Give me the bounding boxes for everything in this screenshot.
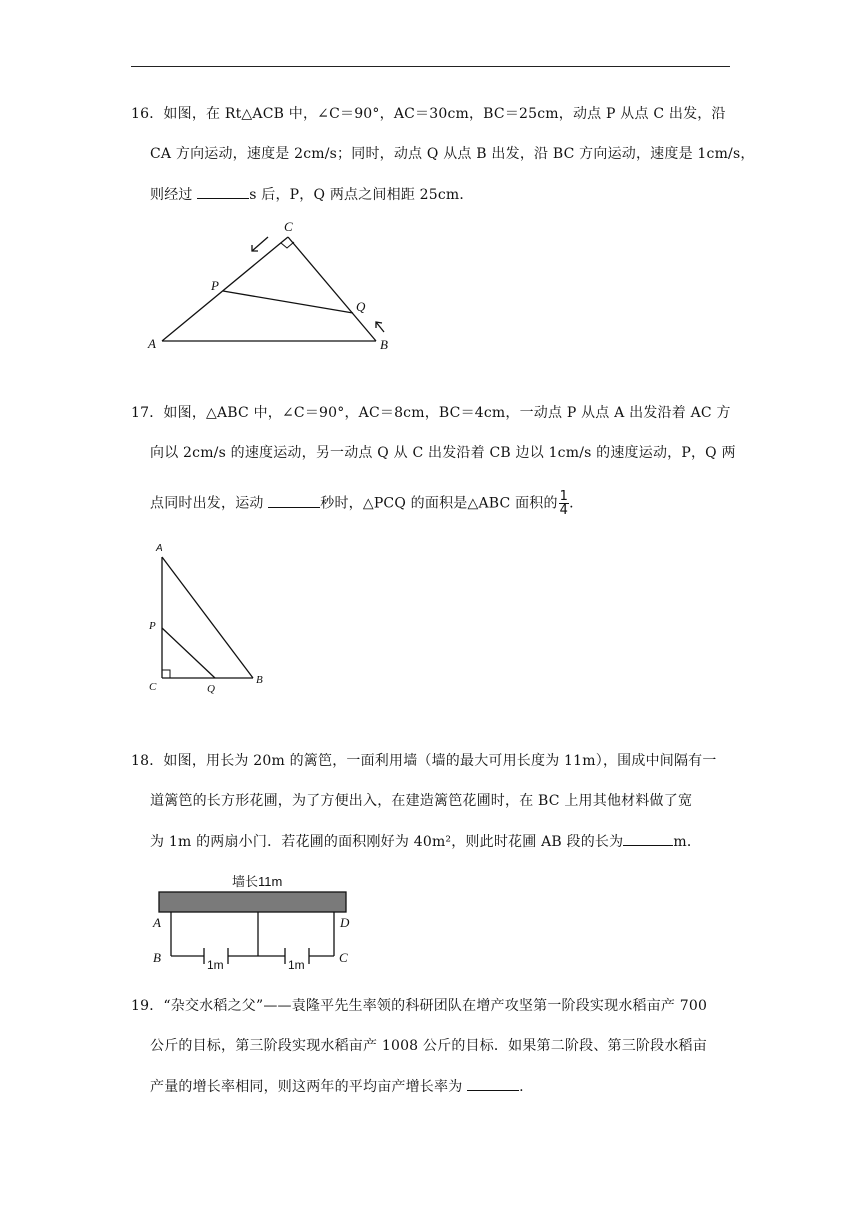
q18-label-c: C [339,950,348,965]
q17-fraction [559,490,569,517]
q18-wall-label: 墙长11m [232,874,283,889]
q18-label-d: D [340,915,350,930]
q18-line-3-pre: 为 1m 的两扇小门．若花圃的面积刚好为 40m²，则此时花圃 AB 段的长为 [150,834,624,850]
q19-line-3-post: . [519,1079,524,1095]
q16-label-c: C [284,219,293,234]
q16-label-a: A [148,336,156,351]
q17-label-q: Q [207,683,215,695]
q18-gate-1-label: 1m [207,958,224,972]
q16-label-b: B [380,337,388,352]
q16-line-3 [150,184,474,205]
q17-label-b: B [256,674,263,686]
q18-gate-2-label: 1m [288,958,305,972]
q17-label-c: C [149,681,157,693]
q17-line-3-pre: 点同时出发，运动 [150,495,269,512]
q18-line-3 [150,831,701,852]
q18-label-a: A [153,915,161,930]
q16-triangle-figure [140,215,400,355]
q17-line-3 [150,490,574,517]
q16-line-2: CA 方向运动，速度是 2cm/s；同时，动点 Q 从点 B 出发，沿 BC 方向运动，速度是 1cm/s， [150,146,755,162]
q19-line-2: 公斤的目标，第三阶段实现水稻亩产 1008 公斤的目标．如果第二阶段、第三阶段水稻亩 [150,1038,707,1054]
q18-line-3-post: m． [673,834,702,850]
q17-triangle-figure [145,540,275,700]
header-rule [131,66,730,67]
q17-fraction-denominator: 4 [559,503,569,518]
q18-answer-blank[interactable] [623,831,673,846]
q17-line-2: 向以 2cm/s 的速度运动，另一动点 Q 从 C 出发沿着 CB 边以 1cm/s 的速度运动，P，Q 两 [150,445,736,461]
q18-label-b: B [153,950,161,965]
q16-line-3-pre: 则经过 [150,187,198,203]
q19-line-1: 19．“杂交水稻之父”——袁隆平先生率领的科研团队在增产攻坚第一阶段实现水稻亩产 700 [131,998,708,1014]
q17-fraction-numerator: 1 [559,489,569,504]
q18-line-1: 18．如图，用长为 20m 的篱笆，一面利用墙（墙的最大可用长度为 11m），围成中间隔有一 [131,753,717,769]
q17-answer-blank[interactable] [268,493,320,508]
q17-line-3-post: 秒时，△PCQ 的面积是△ABC 面积的 [320,495,558,512]
q16-line-3-post: s 后，P，Q 两点之间相距 25cm． [249,187,474,203]
q16-answer-blank[interactable] [197,184,249,199]
q16-label-p: P [211,278,219,293]
q16-label-q: Q [356,299,366,314]
q17-label-a: A [156,543,163,554]
q17-line-3-end: . [569,495,574,512]
q19-line-3-pre: 产量的增长率相同，则这两年的平均亩产增长率为 [150,1079,468,1095]
q17-line-1: 17．如图，△ABC 中，∠C＝90°，AC＝8cm，BC＝4cm，一动点 P 从点 A 出发沿着 AC 方 [131,405,731,421]
q18-line-2: 道篱笆的长方形花圃，为了方便出入，在建造篱笆花圃时，在 BC 上用其他材料做了宽 [150,793,693,809]
q17-label-p: P [149,620,156,632]
q18-garden-figure [150,868,360,973]
q16-line-1: 16．如图，在 Rt△ACB 中，∠C＝90°，AC＝30cm，BC＝25cm，动点 P 从点 C 出发，沿 [131,106,726,122]
q19-answer-blank[interactable] [467,1076,519,1091]
q19-line-3 [150,1076,524,1097]
